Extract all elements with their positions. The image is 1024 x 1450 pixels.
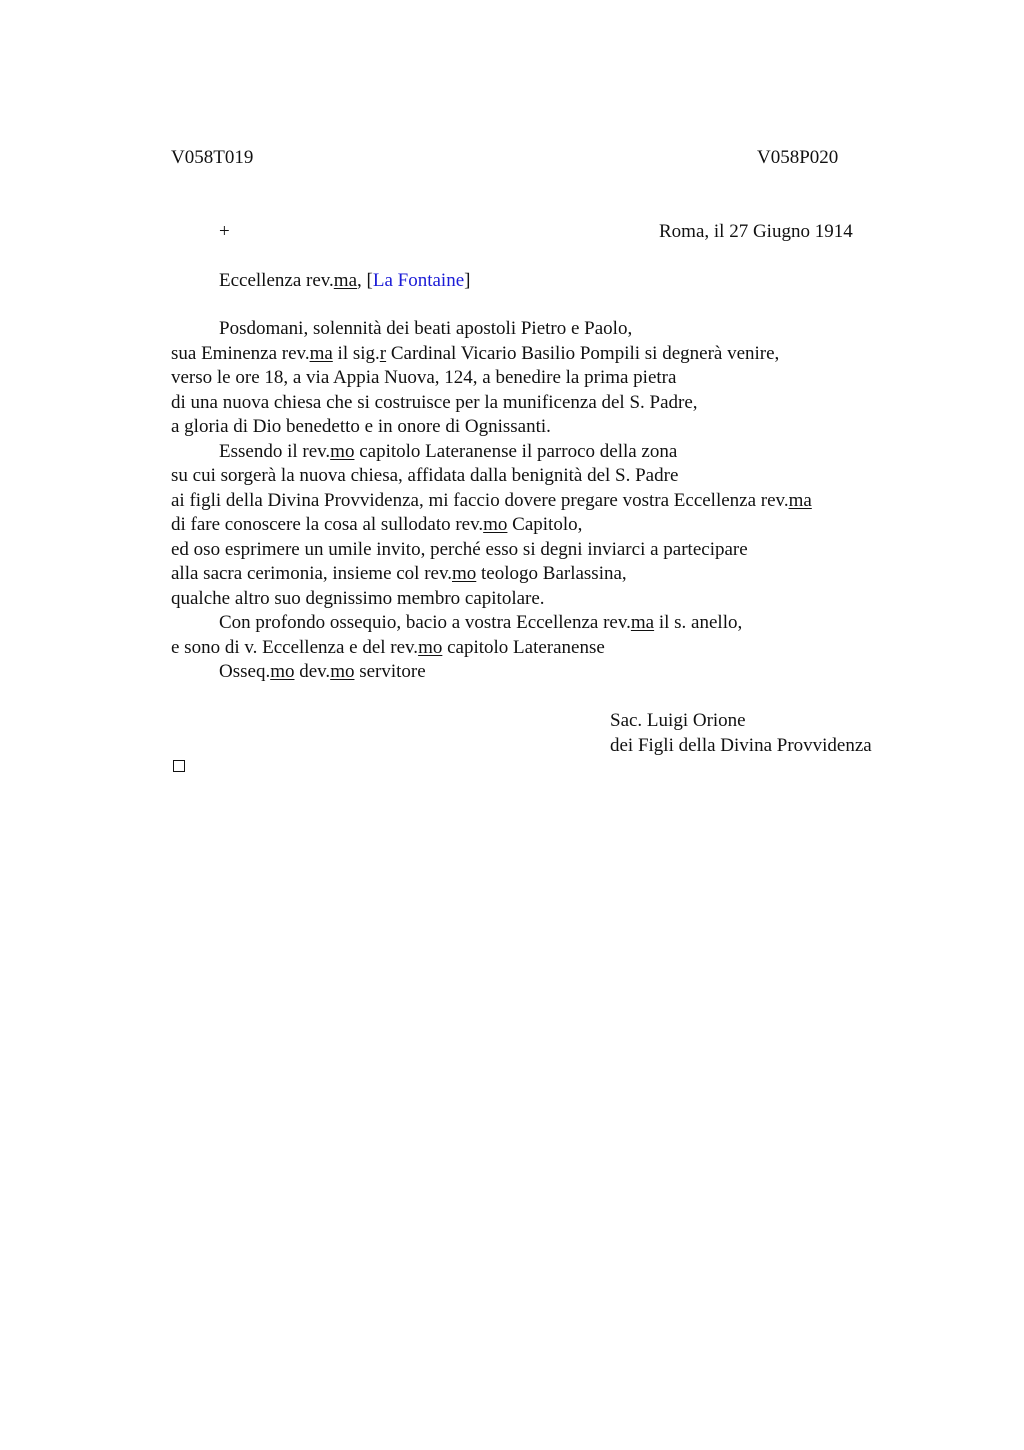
letter-line [171, 587, 931, 612]
abbreviation: r [379, 342, 387, 364]
line-text: il sig. [332, 342, 380, 364]
line-text: sua Eminenza rev. [171, 342, 310, 364]
line-text: di fare conoscere la cosa al sullodato rev. [171, 514, 484, 535]
line-text: Osseq. [219, 661, 271, 682]
salutation-close: ] [464, 270, 471, 291]
signature-name: Sac. Luigi Orione [610, 710, 746, 731]
letter-line [171, 415, 931, 440]
letter-line [171, 366, 931, 391]
document-ref-right: V058P020 [757, 147, 839, 168]
letter-body [171, 317, 931, 685]
line-text: teologo Barlassina, [476, 563, 627, 584]
abbreviation: ma [788, 489, 812, 511]
abbreviation: ma [309, 342, 333, 364]
document-ref-left: V058T019 [171, 147, 254, 168]
letter-line [171, 538, 931, 563]
line-text: ed oso esprimere un umile invito, perché esso si degni inviarci a partecipare [171, 538, 748, 560]
line-text: Con profondo ossequio, bacio a vostra Eccellenza rev. [219, 612, 631, 633]
signature-title: dei Figli della Divina Provvidenza [610, 735, 872, 756]
abbreviation: ma [630, 612, 655, 633]
line-text: qualche altro suo degnissimo membro capitolare. [171, 587, 545, 609]
abbreviation: mo [418, 636, 443, 658]
line-text: verso le ore 18, a via Appia Nuova, 124, a benedire la prima pietra [171, 367, 677, 388]
line-text: il s. anello, [654, 612, 743, 633]
salutation-sep: , [ [357, 270, 373, 291]
line-text: alla sacra cerimonia, insieme col rev. [171, 563, 452, 584]
letter-line [171, 611, 931, 636]
salutation [219, 269, 470, 293]
abbreviation: mo [330, 440, 355, 462]
line-text: Essendo il rev. [219, 440, 331, 462]
letter-line [171, 464, 931, 489]
line-text: Posdomani, solennità dei beati apostoli Pietro e Paolo, [219, 318, 633, 339]
letter-line [171, 636, 931, 661]
letter-line [171, 660, 931, 685]
letter-line [171, 489, 931, 514]
abbreviation: mo [452, 563, 477, 584]
letter-line [171, 391, 931, 416]
cross-symbol: + [219, 221, 230, 242]
abbreviation: mo [330, 661, 355, 682]
signature-block [610, 708, 872, 758]
letter-line [171, 317, 931, 342]
salutation-abbrev: ma [333, 270, 358, 291]
abbreviation: mo [483, 514, 508, 535]
line-text: capitolo Lateranense il parroco della zona [354, 440, 678, 462]
line-text: servitore [354, 661, 426, 682]
line-text: di una nuova chiesa che si costruisce per la munificenza del S. Padre, [171, 391, 698, 413]
letter-date: Roma, il 27 Giugno 1914 [659, 221, 853, 242]
line-text: su cui sorgerà la nuova chiesa, affidata dalla benignità del S. Padre [171, 465, 679, 486]
letter-line [171, 342, 931, 367]
line-text: dev. [294, 661, 331, 682]
salutation-prefix: Eccellenza rev. [219, 270, 334, 291]
line-text: a gloria di Dio benedetto e in onore di Ognissanti. [171, 416, 551, 437]
line-text: ai figli della Divina Provvidenza, mi faccio dovere pregare vostra Eccellenza rev. [171, 489, 789, 511]
abbreviation: mo [270, 661, 295, 682]
line-text: Capitolo, [507, 514, 583, 535]
addressee-link[interactable]: La Fontaine [372, 270, 465, 291]
line-text: capitolo Lateranense [442, 636, 605, 658]
letter-line [171, 513, 931, 538]
line-text: e sono di v. Eccellenza e del rev. [171, 636, 419, 658]
line-text: Cardinal Vicario Basilio Pompili si degnerà venire, [386, 342, 780, 364]
letter-line [171, 562, 931, 587]
letter-line [171, 440, 931, 465]
end-marker-icon [173, 760, 185, 772]
